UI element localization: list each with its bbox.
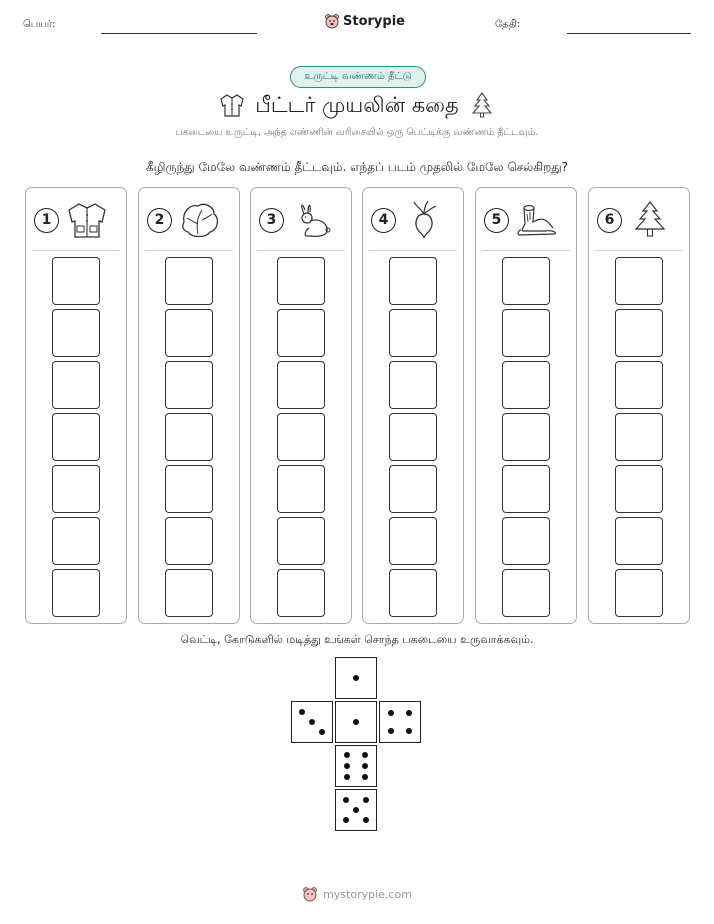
- color-box[interactable]: [277, 465, 325, 513]
- column-divider: [482, 250, 570, 251]
- column-2: [138, 187, 240, 624]
- pip: [353, 719, 359, 725]
- color-box[interactable]: [277, 517, 325, 565]
- column-3: [250, 187, 352, 624]
- dice-face-1: [335, 657, 377, 699]
- pine-tree-icon: [469, 91, 495, 119]
- title-row: [0, 88, 714, 122]
- color-box[interactable]: [52, 569, 100, 617]
- color-box[interactable]: [52, 413, 100, 461]
- color-box[interactable]: [615, 257, 663, 305]
- brand-name: Storypie: [343, 13, 405, 29]
- pip: [353, 807, 359, 813]
- pip: [344, 763, 350, 769]
- footer-url[interactable]: mystorypie.com: [323, 887, 412, 901]
- pip: [362, 763, 368, 769]
- color-box[interactable]: [277, 413, 325, 461]
- color-box[interactable]: [615, 309, 663, 357]
- column-divider: [32, 250, 120, 251]
- color-box[interactable]: [615, 569, 663, 617]
- color-box[interactable]: [502, 257, 550, 305]
- footer: [0, 886, 714, 902]
- dice-instruction: வெட்டி, கோடுகளில் மடித்து உங்கள் சொந்த பகடையை உருவாக்கவும்.: [180, 633, 534, 646]
- color-box[interactable]: [165, 517, 213, 565]
- column-number: 2: [147, 208, 172, 233]
- color-box[interactable]: [502, 465, 550, 513]
- pip: [363, 817, 369, 823]
- pip: [363, 797, 369, 803]
- color-box[interactable]: [277, 257, 325, 305]
- color-box[interactable]: [389, 257, 437, 305]
- color-box[interactable]: [52, 517, 100, 565]
- pip: [309, 719, 315, 725]
- dice-face-6: [335, 745, 377, 787]
- pip: [353, 675, 359, 681]
- jacket-icon: [219, 92, 245, 118]
- pip: [343, 817, 349, 823]
- color-box[interactable]: [502, 517, 550, 565]
- column-number: 3: [259, 208, 284, 233]
- color-box[interactable]: [615, 413, 663, 461]
- color-box[interactable]: [389, 569, 437, 617]
- color-box[interactable]: [52, 257, 100, 305]
- color-box[interactable]: [52, 309, 100, 357]
- rabbit-icon: [290, 200, 334, 240]
- color-box[interactable]: [502, 413, 550, 461]
- color-box[interactable]: [615, 517, 663, 565]
- pip: [319, 729, 325, 735]
- color-box[interactable]: [52, 361, 100, 409]
- bear-logo-icon: [302, 886, 318, 902]
- color-box[interactable]: [502, 309, 550, 357]
- page-title: பீட்டர் முயலின் கதை: [255, 93, 459, 117]
- column-number: 1: [34, 208, 59, 233]
- column-divider: [257, 250, 345, 251]
- dice-face-1: [335, 701, 377, 743]
- name-line[interactable]: [101, 33, 257, 34]
- pine-tree-icon: [628, 200, 672, 240]
- color-box[interactable]: [502, 361, 550, 409]
- column-number: 4: [371, 208, 396, 233]
- color-box[interactable]: [277, 569, 325, 617]
- pip: [406, 710, 412, 716]
- color-box[interactable]: [615, 361, 663, 409]
- color-box[interactable]: [389, 361, 437, 409]
- tree-stump-icon: [515, 200, 559, 240]
- color-box[interactable]: [502, 569, 550, 617]
- color-box[interactable]: [389, 413, 437, 461]
- color-box[interactable]: [389, 517, 437, 565]
- column-4: [362, 187, 464, 624]
- brand-logo: [324, 13, 405, 29]
- dice-face-4: [379, 701, 421, 743]
- color-box[interactable]: [165, 309, 213, 357]
- pip: [406, 728, 412, 734]
- pip: [388, 710, 394, 716]
- bear-logo-icon: [324, 13, 340, 29]
- column-divider: [145, 250, 233, 251]
- date-line[interactable]: [567, 33, 691, 34]
- color-box[interactable]: [277, 361, 325, 409]
- column-divider: [369, 250, 457, 251]
- color-box[interactable]: [389, 465, 437, 513]
- column-divider: [595, 250, 683, 251]
- color-box[interactable]: [615, 465, 663, 513]
- column-5: [475, 187, 577, 624]
- color-box[interactable]: [389, 309, 437, 357]
- lettuce-icon: [178, 200, 222, 240]
- pip: [362, 752, 368, 758]
- pip: [344, 752, 350, 758]
- color-box[interactable]: [165, 257, 213, 305]
- dice-face-3: [291, 701, 333, 743]
- color-box[interactable]: [165, 413, 213, 461]
- column-number: 5: [484, 208, 509, 233]
- pip: [299, 709, 305, 715]
- color-box[interactable]: [165, 465, 213, 513]
- name-label: பெயர்:: [23, 19, 56, 30]
- pip: [388, 728, 394, 734]
- radish-icon: [402, 200, 446, 240]
- color-box[interactable]: [165, 569, 213, 617]
- column-number: 6: [597, 208, 622, 233]
- color-box[interactable]: [165, 361, 213, 409]
- subtitle: பகடையை உருட்டி, அந்த எண்ணின் வரிசையில் ஒரு பெட்டிக்கு வண்ணம் தீட்டவும்.: [175, 127, 539, 138]
- activity-badge: உருட்டி வண்ணம் தீட்டு: [290, 66, 426, 88]
- color-box[interactable]: [52, 465, 100, 513]
- pip: [362, 774, 368, 780]
- pip: [343, 797, 349, 803]
- color-box[interactable]: [277, 309, 325, 357]
- instruction: கீழிருந்து மேலே வண்ணம் தீட்டவும். எந்தப் படம் முதலில் மேலே செல்கிறது?: [145, 160, 569, 174]
- dice-face-5: [335, 789, 377, 831]
- pip: [344, 774, 350, 780]
- column-1: [25, 187, 127, 624]
- column-6: [588, 187, 690, 624]
- date-label: தேதி:: [495, 19, 521, 30]
- jacket-icon: [65, 200, 109, 240]
